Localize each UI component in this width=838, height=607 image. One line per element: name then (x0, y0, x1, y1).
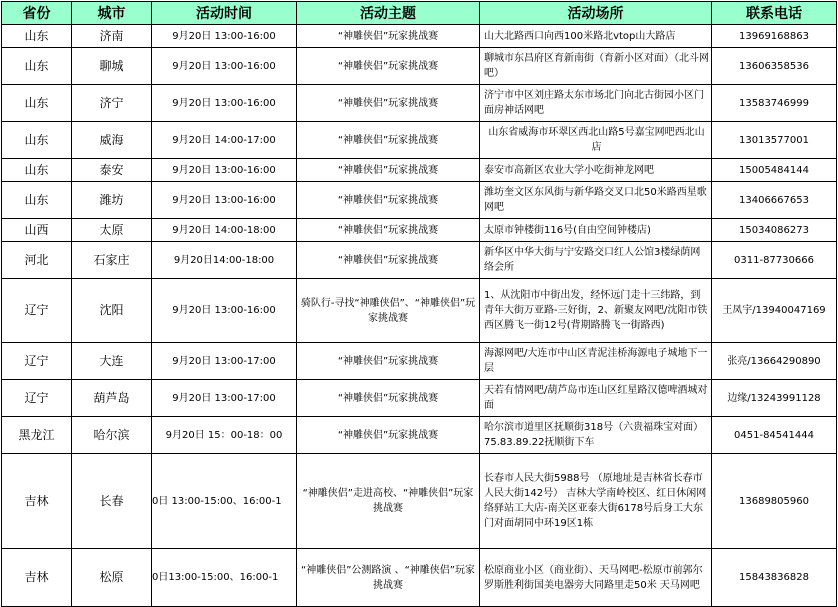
city-cell: 石家庄 (72, 242, 152, 279)
theme-cell: “神雕侠侣”玩家挑战赛 (297, 122, 480, 159)
table-row (2, 85, 837, 122)
header-venue: 活动场所 (480, 2, 712, 25)
time-cell: 9月20日 13:00-16:00 (152, 25, 297, 48)
city-cell: 大连 (72, 343, 152, 380)
theme-cell: “神雕侠侣”走进高校、“神雕侠侣”玩家挑战赛 (297, 454, 480, 549)
header-province: 省份 (2, 2, 72, 25)
table-row (2, 343, 837, 380)
header-contact: 联系电话 (712, 2, 837, 25)
city-cell: 哈尔滨 (72, 417, 152, 454)
table-row (2, 48, 837, 85)
venue-cell: 长春市人民大街5988号 （原地址是吉林省长春市人民大街142号） 吉林大学南岭校区、红日休闲网络驿站工大店-南关区亚泰大街6178号后身工大东门对面胡同中环19区1栋 (480, 454, 712, 549)
time-cell: 9月20日 14:00-17:00 (152, 122, 297, 159)
city-cell: 沈阳 (72, 279, 152, 343)
venue-cell: 济宁市中区刘庄路太东市场北门向北古街园小区门面房神话网吧 (480, 85, 712, 122)
province-cell: 吉林 (2, 454, 72, 549)
province-cell: 山东 (2, 159, 72, 182)
theme-cell: “神雕侠侣”玩家挑战赛 (297, 219, 480, 242)
venue-cell: 1、从沈阳市中街出发，经怀远门走十三纬路，到青年大街万亚路-三好街，2、新聚友网吧/沈阳市铁西区腾飞一街12号(背期路腾飞一街路西) (480, 279, 712, 343)
venue-cell: 潍坊奎文区东风街与新华路交叉口北50米路西星歌网吧 (480, 182, 712, 219)
theme-cell: “神雕侠侣”玩家挑战赛 (297, 182, 480, 219)
theme-cell: “神雕侠侣”公测路演 、“神雕侠侣”玩家挑战赛 (297, 549, 480, 607)
event-schedule-table (1, 1, 837, 607)
contact-cell: 边缘/13243991128 (712, 380, 837, 417)
contact-cell: 13406667653 (712, 182, 837, 219)
city-cell: 松原 (72, 549, 152, 607)
province-cell: 山东 (2, 182, 72, 219)
contact-cell: 13583746999 (712, 85, 837, 122)
province-cell: 辽宁 (2, 279, 72, 343)
contact-cell: 13969168863 (712, 25, 837, 48)
table-row (2, 25, 837, 48)
theme-cell: “神雕侠侣”玩家挑战赛 (297, 380, 480, 417)
header-row (2, 2, 837, 25)
city-cell: 葫芦岛 (72, 380, 152, 417)
province-cell: 山东 (2, 122, 72, 159)
time-cell: 9月20日 13:00-16:00 (152, 48, 297, 85)
city-cell: 济南 (72, 25, 152, 48)
time-cell: 9月20日 13:00-17:00 (152, 380, 297, 417)
time-cell: 9月20日 14:00-18:00 (152, 219, 297, 242)
venue-cell: 新华区中华大街与宁安路交口红人公馆3楼绿荫网络会所 (480, 242, 712, 279)
province-cell: 山东 (2, 48, 72, 85)
time-cell: 9月20日 13:00-17:00 (152, 343, 297, 380)
contact-cell: 13013577001 (712, 122, 837, 159)
theme-cell: “神雕侠侣”玩家挑战赛 (297, 159, 480, 182)
venue-cell: 泰安市高新区农业大学小吃街神龙网吧 (480, 159, 712, 182)
province-cell: 河北 (2, 242, 72, 279)
venue-cell: 太原市钟楼街116号(自由空间钟楼店) (480, 219, 712, 242)
city-cell: 长春 (72, 454, 152, 549)
header-city: 城市 (72, 2, 152, 25)
table-row (2, 242, 837, 279)
province-cell: 吉林 (2, 549, 72, 607)
city-cell: 威海 (72, 122, 152, 159)
venue-cell: 山大北路西口向西100米路北vtop山大路店 (480, 25, 712, 48)
city-cell: 泰安 (72, 159, 152, 182)
table-row (2, 219, 837, 242)
province-cell: 辽宁 (2, 343, 72, 380)
time-cell: 9月20日14:00-18:00 (152, 242, 297, 279)
contact-cell: 13689805960 (712, 454, 837, 549)
theme-cell: “神雕侠侣”玩家挑战赛 (297, 48, 480, 85)
time-cell: 9月20日 13:00-16:00 (152, 85, 297, 122)
theme-cell: “神雕侠侣”玩家挑战赛 (297, 25, 480, 48)
contact-cell: 0311-87730666 (712, 242, 837, 279)
time-cell: 9月20日 15：00-18：00 (152, 417, 297, 454)
contact-cell: 0451-84541444 (712, 417, 837, 454)
city-cell: 济宁 (72, 85, 152, 122)
province-cell: 山东 (2, 25, 72, 48)
table-row (2, 122, 837, 159)
venue-cell: 海源网吧/大连市中山区青泥洼桥海源电子城地下一层 (480, 343, 712, 380)
contact-cell: 王凤宇/13940047169 (712, 279, 837, 343)
table-row (2, 279, 837, 343)
venue-cell: 哈尔滨市道里区抚顺街318号（六贵福珠宝对面） 75.83.89.22抚顺街下车 (480, 417, 712, 454)
province-cell: 山东 (2, 85, 72, 122)
theme-cell: “神雕侠侣”玩家挑战赛 (297, 242, 480, 279)
venue-cell: 山东省威海市环翠区西北山路5号嘉宝网吧西北山店 (480, 122, 712, 159)
venue-cell: 天若有情网吧/葫芦岛市连山区红星路汉德啤酒城对面 (480, 380, 712, 417)
venue-cell: 聊城市东昌府区育新南街（育新小区对面）（北斗网吧） (480, 48, 712, 85)
theme-cell: “神雕侠侣”玩家挑战赛 (297, 417, 480, 454)
table-row (2, 159, 837, 182)
province-cell: 山西 (2, 219, 72, 242)
table-row (2, 417, 837, 454)
table-row (2, 182, 837, 219)
province-cell: 黑龙江 (2, 417, 72, 454)
contact-cell: 13606358536 (712, 48, 837, 85)
contact-cell: 15005484144 (712, 159, 837, 182)
time-cell: 9月20日 13:00-16:00 (152, 279, 297, 343)
header-theme: 活动主题 (297, 2, 480, 25)
contact-cell: 15843836828 (712, 549, 837, 607)
theme-cell: “神雕侠侣”玩家挑战赛 (297, 85, 480, 122)
header-time: 活动时间 (152, 2, 297, 25)
city-cell: 聊城 (72, 48, 152, 85)
province-cell: 辽宁 (2, 380, 72, 417)
theme-cell: 骑队行-寻找“神雕侠侣”、“神雕侠侣”玩家挑战赛 (297, 279, 480, 343)
venue-cell: 松原商业小区（商业街）、天马网吧-松原市前郭尔罗斯胜利街国美电器旁大同路里走50米 天马网吧 (480, 549, 712, 607)
city-cell: 潍坊 (72, 182, 152, 219)
theme-cell: “神雕侠侣”玩家挑战赛 (297, 343, 480, 380)
time-cell: 0日13:00-15:00、16:00-1 (152, 549, 297, 607)
table-row (2, 454, 837, 549)
city-cell: 太原 (72, 219, 152, 242)
time-cell: 9月20日 13:00-16:00 (152, 159, 297, 182)
time-cell: 0日 13:00-15:00、16:00-1 (152, 454, 297, 549)
time-cell: 9月20日 13:00-16:00 (152, 182, 297, 219)
table-row (2, 549, 837, 607)
contact-cell: 张亮/13664290890 (712, 343, 837, 380)
table-row (2, 380, 837, 417)
contact-cell: 15034086273 (712, 219, 837, 242)
